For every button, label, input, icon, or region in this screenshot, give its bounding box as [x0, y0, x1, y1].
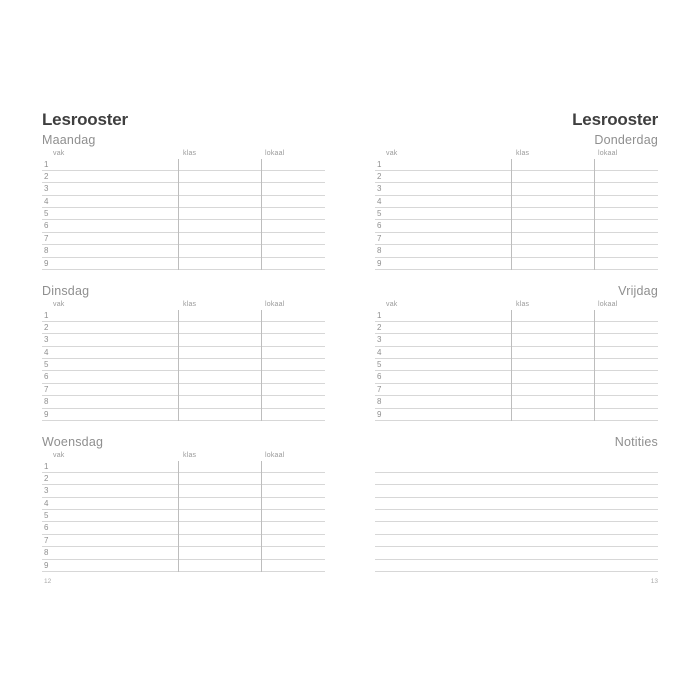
column-header-klas: klas	[183, 301, 197, 308]
schedule-row: 6	[42, 522, 325, 534]
column-divider	[261, 461, 262, 573]
note-line	[375, 535, 658, 547]
column-header-vak: vak	[53, 452, 65, 459]
day-heading: Donderdag	[594, 133, 658, 147]
column-header-lokaal: lokaal	[265, 301, 285, 308]
column-header-lokaal: lokaal	[265, 150, 285, 157]
column-header-lokaal: lokaal	[598, 150, 618, 157]
schedule-row: 4	[375, 196, 658, 208]
schedule-row: 1	[375, 310, 658, 322]
page-number: 13	[650, 578, 658, 585]
schedule-row: 5	[375, 359, 658, 371]
column-divider	[594, 159, 595, 271]
schedule-row: 2	[375, 322, 658, 334]
schedule-row: 1	[42, 159, 325, 171]
schedule-row: 6	[375, 220, 658, 232]
schedule-row: 3	[42, 183, 325, 195]
page-title: Lesrooster	[572, 110, 658, 129]
schedule-row: 7	[42, 384, 325, 396]
schedule-section-woensdag	[42, 435, 325, 575]
schedule-row: 8	[42, 245, 325, 257]
schedule-row: 1	[375, 159, 658, 171]
schedule-row: 6	[42, 220, 325, 232]
schedule-row: 5	[42, 208, 325, 220]
schedule-row: 4	[375, 347, 658, 359]
schedule-row: 9	[42, 258, 325, 270]
day-heading: Vrijdag	[618, 284, 658, 298]
schedule-row: 7	[42, 233, 325, 245]
note-line	[375, 510, 658, 522]
note-line	[375, 461, 658, 473]
page-right	[375, 110, 658, 592]
notes-section	[375, 435, 658, 575]
schedule-table	[42, 159, 325, 271]
column-divider	[178, 310, 179, 422]
column-divider	[511, 310, 512, 422]
schedule-row: 2	[375, 171, 658, 183]
schedule-row: 8	[42, 547, 325, 559]
schedule-table	[375, 159, 658, 271]
notes-lines	[375, 461, 658, 573]
schedule-row: 6	[42, 371, 325, 383]
schedule-row: 9	[42, 409, 325, 421]
schedule-row: 9	[375, 258, 658, 270]
column-divider	[511, 159, 512, 271]
schedule-row: 5	[42, 510, 325, 522]
column-header-vak: vak	[386, 301, 398, 308]
schedule-row: 2	[42, 171, 325, 183]
column-divider	[261, 159, 262, 271]
column-header-lokaal: lokaal	[598, 301, 618, 308]
schedule-row: 3	[42, 485, 325, 497]
column-header-klas: klas	[183, 150, 197, 157]
schedule-section-maandag	[42, 133, 325, 273]
note-line	[375, 498, 658, 510]
page-title: Lesrooster	[42, 110, 128, 129]
note-line	[375, 485, 658, 497]
schedule-row: 3	[375, 334, 658, 346]
schedule-row: 4	[42, 498, 325, 510]
day-heading: Maandag	[42, 133, 96, 147]
column-divider	[178, 159, 179, 271]
schedule-row: 4	[42, 196, 325, 208]
schedule-row: 8	[375, 245, 658, 257]
schedule-row: 8	[42, 396, 325, 408]
schedule-row: 5	[42, 359, 325, 371]
column-header-klas: klas	[516, 150, 530, 157]
schedule-section-donderdag	[375, 133, 658, 273]
note-line	[375, 560, 658, 572]
schedule-section-vrijdag	[375, 284, 658, 424]
schedule-row: 5	[375, 208, 658, 220]
schedule-row: 3	[375, 183, 658, 195]
schedule-row: 6	[375, 371, 658, 383]
column-divider	[261, 310, 262, 422]
column-header-vak: vak	[53, 150, 65, 157]
day-heading: Dinsdag	[42, 284, 90, 298]
day-heading: Woensdag	[42, 435, 104, 449]
schedule-row: 1	[42, 310, 325, 322]
column-header-klas: klas	[183, 452, 197, 459]
schedule-row: 3	[42, 334, 325, 346]
column-divider	[178, 461, 179, 573]
schedule-section-dinsdag	[42, 284, 325, 424]
schedule-row: 9	[375, 409, 658, 421]
note-line	[375, 547, 658, 559]
column-header-vak: vak	[53, 301, 65, 308]
schedule-row: 7	[42, 535, 325, 547]
schedule-row: 7	[375, 233, 658, 245]
note-line	[375, 522, 658, 534]
note-line	[375, 473, 658, 485]
page-left	[42, 110, 325, 592]
column-divider	[594, 310, 595, 422]
column-header-klas: klas	[516, 301, 530, 308]
schedule-row: 4	[42, 347, 325, 359]
schedule-table	[375, 310, 658, 422]
schedule-row: 1	[42, 461, 325, 473]
schedule-table	[42, 310, 325, 422]
schedule-row: 7	[375, 384, 658, 396]
schedule-row: 2	[42, 473, 325, 485]
page-number: 12	[44, 578, 52, 585]
schedule-row: 8	[375, 396, 658, 408]
schedule-row: 9	[42, 560, 325, 572]
notes-heading: Notities	[614, 435, 658, 449]
schedule-table	[42, 461, 325, 573]
column-header-vak: vak	[386, 150, 398, 157]
column-header-lokaal: lokaal	[265, 452, 285, 459]
schedule-row: 2	[42, 322, 325, 334]
